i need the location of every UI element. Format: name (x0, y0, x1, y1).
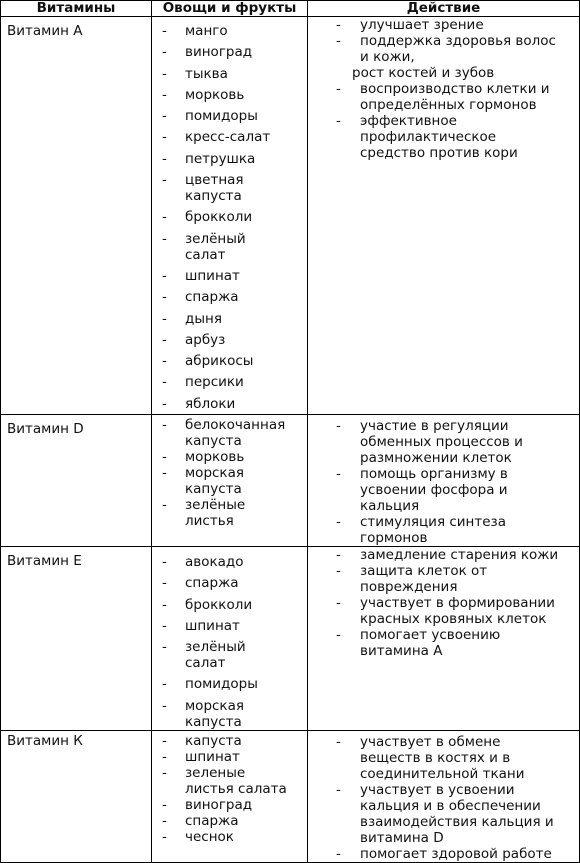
list-item: - брокколи (158, 597, 307, 613)
list-item: - шпинат (158, 618, 307, 634)
list-item: - помогает усвоению витамина А (336, 627, 510, 659)
list-item: - зеленые листья салата (158, 765, 288, 797)
table-row-vitamin-d (1, 415, 580, 547)
list-item: - виноград (158, 44, 307, 60)
list-item: - яблоки (158, 396, 307, 412)
list-item: - шпинат (158, 268, 307, 284)
list-item: - зелёный салат (158, 231, 270, 263)
vitamin-name: Витамин Е (1, 547, 152, 731)
list-item: - замедление старения кожи (336, 547, 562, 563)
header-action: Действие (308, 1, 580, 17)
list-item: - помощь организму в усвоении фосфора и кальция (336, 466, 562, 514)
list-item: - улучшает зрение (336, 17, 556, 33)
list-item: - морковь (158, 87, 307, 103)
produce-cell (152, 415, 308, 547)
list-item: - морская капуста (158, 465, 255, 497)
list-item: - воспроизводство клетки и определённых гормонов (336, 81, 556, 113)
produce-cell (152, 547, 308, 731)
list-item: - морская капуста (158, 698, 255, 730)
list-item: - участвует в формировании красных кровяных клеток (336, 595, 562, 627)
list-item: - петрушка (158, 151, 307, 167)
list-item: - дыня (158, 311, 307, 327)
list-item: - поддержка здоровья волос и кожи, (336, 33, 556, 65)
list-item: - арбуз (158, 332, 307, 348)
vitamin-name: Витамин D (1, 415, 152, 547)
produce-list (158, 733, 288, 845)
list-item: - белокочанная капуста (158, 417, 278, 449)
list-item: - шпинат (158, 749, 288, 765)
list-item: - участие в регуляции обменных процессов и размножении клеток (336, 418, 562, 466)
list-item-continuation (336, 65, 556, 81)
list-item: - помидоры (158, 676, 307, 692)
vitamin-name: Витамин А (1, 17, 152, 415)
vitamin-name: Витамин К (1, 730, 152, 862)
list-item: - спаржа (158, 289, 307, 305)
action-list (336, 734, 556, 862)
action-list (336, 17, 556, 161)
list-item: - кресс-салат (158, 129, 307, 145)
list-item: - участвует в усвоении кальция и в обеспечении взаимодействия кальция и витамина D (336, 782, 556, 846)
table-row-vitamin-k (1, 730, 580, 862)
list-item: - морковь (158, 449, 278, 465)
produce-list (158, 417, 286, 529)
list-item: - защита клеток от повреждения (336, 563, 510, 595)
produce-cell (152, 17, 308, 415)
list-item: - авокадо (158, 554, 307, 570)
list-item: - спаржа (158, 813, 288, 829)
action-list (336, 418, 562, 546)
list-item: - чеснок (158, 829, 288, 845)
list-item: - эффективное профилактическое средство против кори (336, 113, 556, 161)
header-row (1, 1, 580, 17)
list-item: - тыква (158, 66, 307, 82)
action-cell (308, 547, 580, 731)
table-row-vitamin-e (1, 547, 580, 731)
list-item: - капуста (158, 733, 288, 749)
action-cell (308, 730, 580, 862)
list-item: - зелёные листья (158, 497, 255, 529)
action-cell (308, 415, 580, 547)
list-item: - персики (158, 374, 307, 390)
list-item: - абрикосы (158, 353, 307, 369)
list-item: - цветная капуста (158, 172, 270, 204)
action-list (336, 547, 562, 659)
action-cell (308, 17, 580, 415)
list-item: - стимуляция синтеза гормонов (336, 514, 562, 546)
list-item: - манго (158, 23, 307, 39)
produce-cell (152, 730, 308, 862)
produce-list (158, 23, 307, 412)
list-item: - брокколи (158, 209, 307, 225)
header-produce: Овощи и фрукты (152, 1, 308, 17)
list-item: - зелёный салат (158, 639, 270, 671)
table-row-vitamin-a (1, 17, 580, 415)
list-item: - участвует в обмене веществ в костях и в соединительной ткани (336, 734, 556, 782)
list-item: - виноград (158, 797, 288, 813)
list-item: - помогает здоровой работе (336, 846, 556, 862)
continuation-text: рост костей и зубов (352, 65, 495, 81)
list-item: - помидоры (158, 108, 307, 124)
header-vitamins: Витамины (1, 1, 152, 17)
produce-list (158, 554, 307, 730)
list-item: - спаржа (158, 575, 307, 591)
